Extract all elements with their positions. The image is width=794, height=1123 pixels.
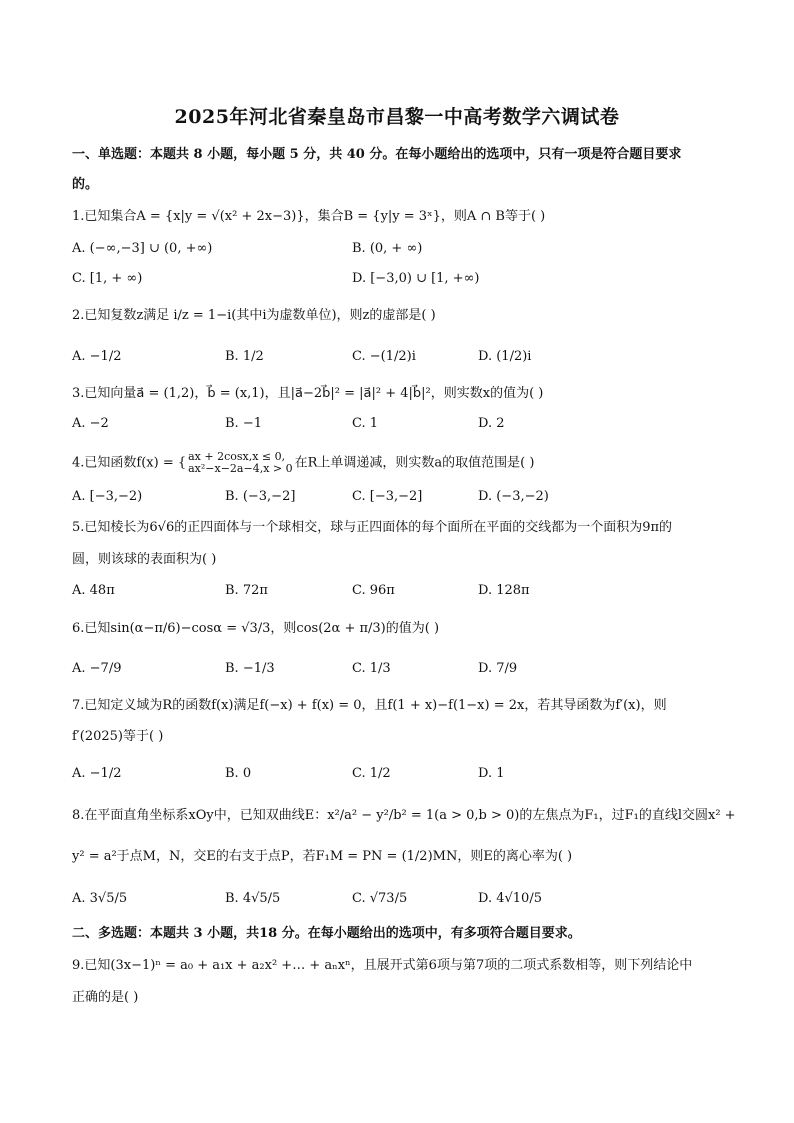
- q5-option-d: D. 128π: [478, 583, 530, 598]
- question-9-stem-cont: 正确的是( ): [72, 990, 139, 1005]
- q4-stem-prefix: 4.已知函数f(x) = {: [72, 455, 187, 471]
- q6-option-d: D. 7/9: [478, 661, 518, 676]
- q8-option-b: B. 4√5/5: [225, 891, 281, 906]
- q3-option-d: D. 2: [478, 416, 505, 431]
- q3-option-b: B. −1: [225, 416, 262, 431]
- q4-stem-suffix: 在R上单调递减，则实数a的取值范围是( ): [294, 455, 535, 471]
- q2-option-b: B. 1/2: [225, 349, 264, 364]
- q3-option-a: A. −2: [72, 416, 109, 431]
- question-8-stem: 8.在平面直角坐标系xOy中，已知双曲线E：x²/a² − y²/b² = 1(a > 0,b > 0)的左焦点为F₁，过F₁的直线l交圆x² +: [72, 808, 736, 823]
- q4-piece-1: ax + 2cosx,x ≤ 0,: [188, 450, 286, 463]
- q2-option-a: A. −1/2: [72, 349, 122, 364]
- question-1-stem: 1.已知集合A = {x|y = √(x² + 2x−3)}，集合B = {y|y = 3ˣ}，则A ∩ B等于( ): [72, 209, 546, 224]
- question-5-stem-cont: 圆，则该球的表面积为( ): [72, 552, 217, 567]
- q6-option-c: C. 1/3: [352, 661, 391, 676]
- question-5-stem: 5.已知棱长为6√6的正四面体与一个球相交，球与正四面体的每个面所在平面的交线都为一个面积为9π的: [72, 520, 673, 535]
- q4-piecewise: [188, 451, 293, 475]
- question-7-stem-cont: f′(2025)等于( ): [72, 729, 164, 744]
- q8-option-d: D. 4√10/5: [478, 891, 542, 906]
- section1-header-cont: 的。: [72, 177, 99, 192]
- q7-option-c: C. 1/2: [352, 766, 391, 781]
- q4-piece-2: ax²−x−2a−4,x > 0: [188, 462, 293, 475]
- section1-header: 一、单选题：本题共 8 小题，每小题 5 分，共 40 分。在每小题给出的选项中，只有一项是符合题目要求: [72, 147, 682, 162]
- page-title: 2025年河北省秦皇岛市昌黎一中高考数学六调试卷: [174, 106, 620, 128]
- q2-option-c: C. −(1/2)i: [352, 349, 416, 364]
- q8-option-c: C. √73/5: [352, 891, 408, 906]
- section2-header: 二、多选题：本题共 3 小题，共18 分。在每小题给出的选项中，有多项符合题目要求。: [72, 926, 581, 941]
- q2-option-d: D. (1/2)i: [478, 349, 532, 364]
- question-7-stem: 7.已知定义域为R的函数f(x)满足f(−x) + f(x) = 0，且f(1 + x)−f(1−x) = 2x，若其导函数为f′(x)，则: [72, 698, 667, 713]
- question-2-stem: 2.已知复数z满足 i/z = 1−i(其中i为虚数单位)，则z的虚部是( ): [72, 308, 436, 323]
- q4-option-b: B. (−3,−2]: [225, 489, 296, 504]
- q1-option-a: A. (−∞,−3] ∪ (0, +∞): [72, 241, 213, 256]
- q8-option-a: A. 3√5/5: [72, 891, 128, 906]
- q6-option-b: B. −1/3: [225, 661, 275, 676]
- q7-option-d: D. 1: [478, 766, 505, 781]
- q4-option-c: C. [−3,−2]: [352, 489, 423, 504]
- question-6-stem: 6.已知sin(α−π/6)−cosα = √3/3，则cos(2α + π/3)的值为( ): [72, 621, 440, 636]
- q4-option-d: D. (−3,−2): [478, 489, 549, 504]
- q3-option-c: C. 1: [352, 416, 379, 431]
- question-8-stem-cont: y² = a²于点M，N，交E的右支于点P，若F₁M = PN = (1/2)MN，则E的离心率为( ): [72, 849, 573, 864]
- q7-option-b: B. 0: [225, 766, 252, 781]
- question-3-stem: 3.已知向量a⃗ = (1,2)，b⃗ = (x,1)，且|a⃗−2b⃗|² = |a⃗|² + 4|b⃗|²，则实数x的值为( ): [72, 386, 544, 401]
- question-9-stem: 9.已知(3x−1)ⁿ = a₀ + a₁x + a₂x² +… + aₙxⁿ，且展开式第6项与第7项的二项式系数相等，则下列结论中: [72, 958, 693, 973]
- q5-option-a: A. 48π: [72, 583, 115, 598]
- q7-option-a: A. −1/2: [72, 766, 122, 781]
- q4-option-a: A. [−3,−2): [72, 489, 143, 504]
- q1-option-d: D. [−3,0) ∪ [1, +∞): [352, 271, 480, 286]
- q6-option-a: A. −7/9: [72, 661, 122, 676]
- q5-option-b: B. 72π: [225, 583, 268, 598]
- question-4-stem: [72, 451, 534, 475]
- q1-option-b: B. (0, + ∞): [352, 241, 423, 256]
- q5-option-c: C. 96π: [352, 583, 395, 598]
- q1-option-c: C. [1, + ∞): [72, 271, 143, 286]
